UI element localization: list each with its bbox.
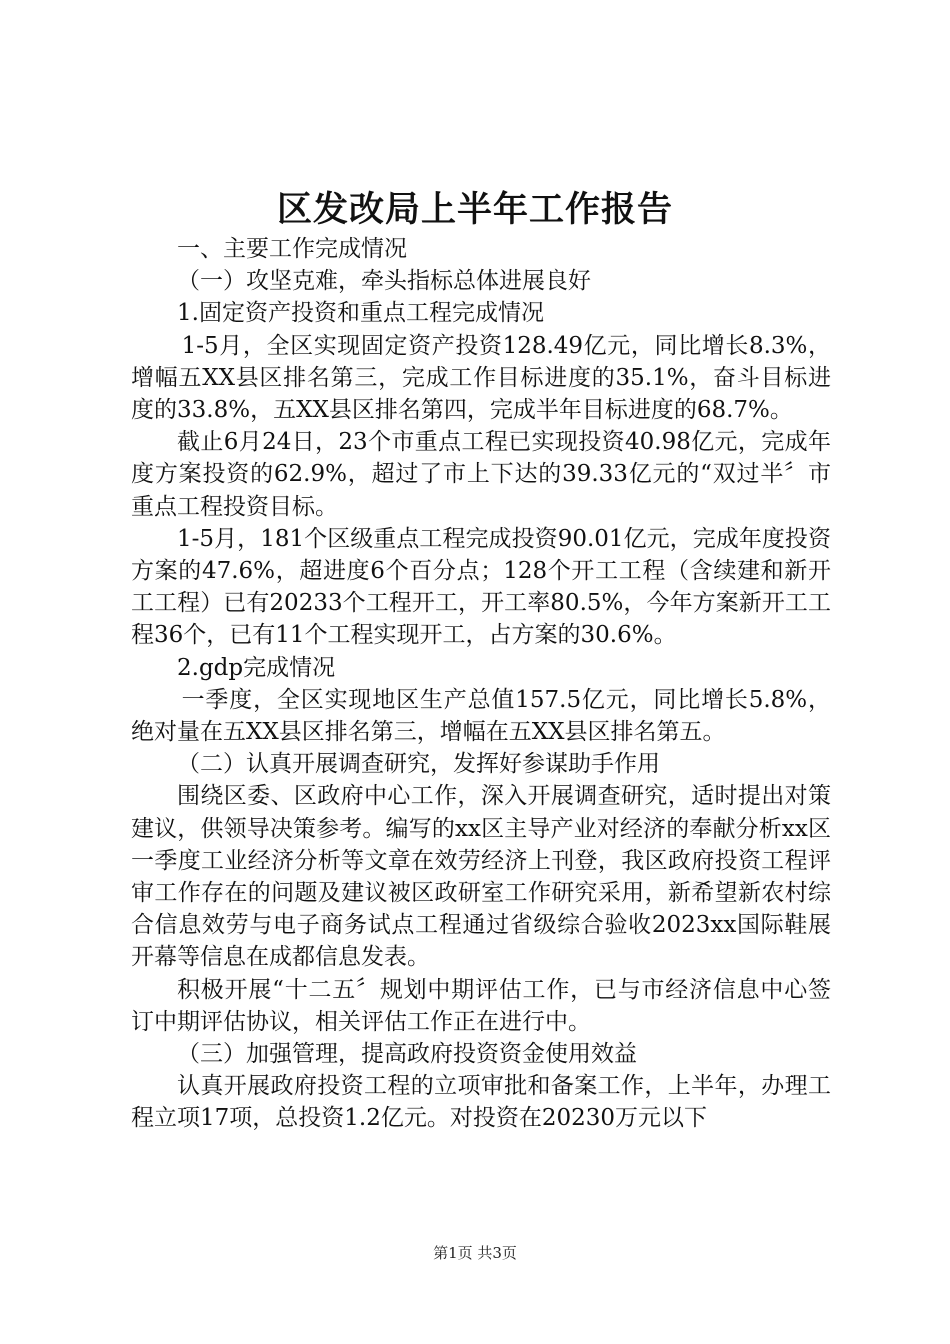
body-paragraph: 1-5月，全区实现固定资产投资128.49亿元，同比增长8.3%，增幅五XX县区排名第三，完成工作目标进度的35.1%，奋斗目标进度的33.8%，五XX县区排名第四，完成半年目标进度的68.7%。	[131, 332, 831, 424]
item-heading: 1.固定资产投资和重点工程完成情况	[177, 300, 544, 327]
section-heading: 一、主要工作完成情况	[177, 236, 407, 262]
body-paragraph: 截止6月24日，23个市重点工程已实现投资40.98亿元，完成年度方案投资的62.9%，超过了市上下达的39.33亿元的“双过半〞市重点工程投资目标。	[131, 429, 831, 520]
body-paragraph: 积极开展“十二五〞规划中期评估工作，已与市经济信息中心签订中期评估协议，相关评估工作正在进行中。	[131, 976, 831, 1035]
body-paragraph: 一季度，全区实现地区生产总值157.5亿元，同比增长5.8%，绝对量在五XX县区排名第三，增幅在五XX县区排名第五。	[131, 686, 831, 746]
subsection-heading: （一）攻坚克难，牵头指标总体进展良好	[177, 268, 591, 295]
body-paragraph: 认真开展政府投资工程的立项审批和备案工作，上半年，办理工程立项17项，总投资1.2亿元。对投资在20230万元以下	[131, 1073, 831, 1132]
body-paragraph: 围绕区委、区政府中心工作，深入开展调查研究，适时提出对策建议，供领导决策参考。编写的xx区主导产业对经济的奉献分析xx区一季度工业经济分析等文章在效劳经济上刊登，我区政府投资工程评审工作存在的问题及建议被区政研室工作研究采用，新希望新农村综合信息效劳与电子商务试点工程通过省级综合验收2023xx国际鞋展开幕等信息在成都信息发表。	[131, 783, 831, 971]
body-paragraph: 1-5月，181个区级重点工程完成投资90.01亿元，完成年度投资方案的47.6%，超进度6个百分点；128个开工工程（含续建和新开工工程）已有20233个工程开工，开工率80.5%，今年方案新开工工程36个，已有11个工程实现开工，占方案的30.6%。	[131, 525, 831, 649]
subsection-heading: （三）加强管理，提高政府投资资金使用效益	[177, 1041, 637, 1068]
document-body	[131, 233, 831, 1135]
page-footer: 第1页 共3页	[433, 1244, 517, 1262]
subsection-heading: （二）认真开展调查研究，发挥好参谋助手作用	[177, 751, 660, 778]
item-heading: 2.gdp完成情况	[177, 654, 336, 681]
document-title: 区发改局上半年工作报告	[276, 189, 673, 230]
